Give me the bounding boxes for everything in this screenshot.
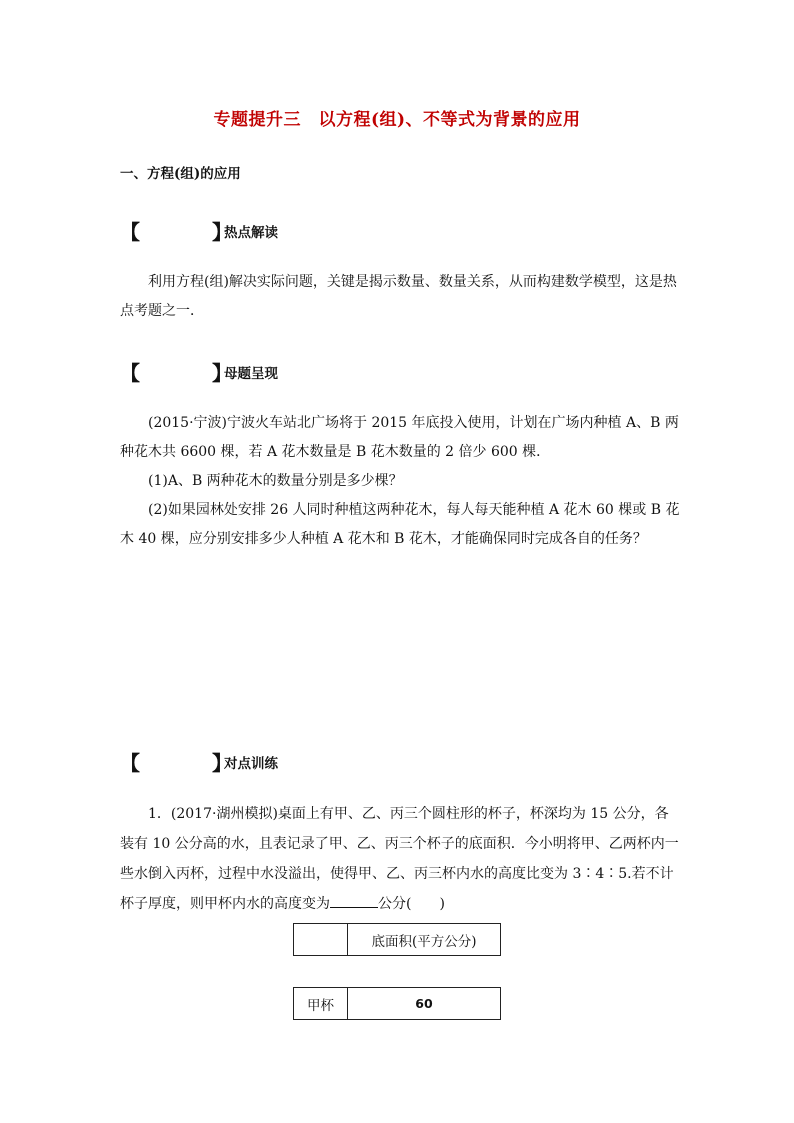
training-body	[120, 799, 680, 919]
left-bracket: 【	[120, 361, 140, 385]
hot-read-label: 热点解读	[224, 225, 278, 241]
table-row	[294, 988, 501, 1020]
table-cell: 底面积(平方公分)	[348, 924, 501, 956]
table-row	[294, 924, 501, 956]
right-bracket: 】	[212, 220, 232, 244]
mother-problem-header	[120, 361, 420, 383]
hot-read-body	[120, 268, 680, 326]
training-question-1-end: 公分( )	[378, 896, 445, 912]
mother-problem-body	[120, 409, 680, 554]
training-question-1-text: 1．(2017·湖州模拟)桌面上有甲、乙、丙三个圆柱形的杯子，杯深均为 15 公分，各装有 10 公分高的水，且表记录了甲、乙、丙三个杯子的底面积．今小明将甲、乙两杯内一些水倒入丙杯，过程中水没溢出，使得甲、乙、丙三杯内水的高度比变为 3∶4∶5.若不计杯子厚度，则甲杯内水的高度变为	[120, 806, 679, 912]
section-heading-equations: 一、方程(组)的应用	[120, 166, 241, 182]
hot-read-text: 利用方程(组)解决实际问题，关键是揭示数量、数量关系，从而构建数学模型，这是热点考题之一．	[120, 274, 677, 319]
table-cell	[294, 924, 348, 956]
answer-blank	[330, 893, 378, 908]
page-title: 专题提升三 以方程(组)、不等式为背景的应用	[213, 110, 581, 130]
mother-question-2: (2)如果园林处安排 26 人同时种植这两种花木，每人每天能种植 A 花木 60 棵或 B 花木 40 棵，应分别安排多少人种植 A 花木和 B 花木，才能确保同时完成各自的任务？	[120, 502, 680, 547]
right-bracket: 】	[212, 361, 232, 385]
area-table-header	[293, 923, 501, 956]
table-cell: 甲杯	[294, 988, 348, 1020]
right-bracket: 】	[212, 751, 232, 775]
training-question-1	[120, 799, 680, 919]
table-cell: 60	[348, 988, 501, 1020]
mother-question-1: (1)A、B 两种花木的数量分别是多少棵？	[148, 473, 403, 489]
hot-read-header	[120, 220, 420, 242]
training-header	[120, 751, 420, 773]
left-bracket: 【	[120, 751, 140, 775]
area-table-row-jia	[293, 987, 501, 1020]
left-bracket: 【	[120, 220, 140, 244]
mother-problem-stem: (2015·宁波)宁波火车站北广场将于 2015 年底投入使用，计划在广场内种植 A、B 两种花木共 6600 棵，若 A 花木数量是 B 花木数量的 2 倍少 600 棵．	[120, 415, 679, 460]
mother-problem-label: 母题呈现	[224, 366, 278, 382]
training-label: 对点训练	[224, 756, 278, 772]
